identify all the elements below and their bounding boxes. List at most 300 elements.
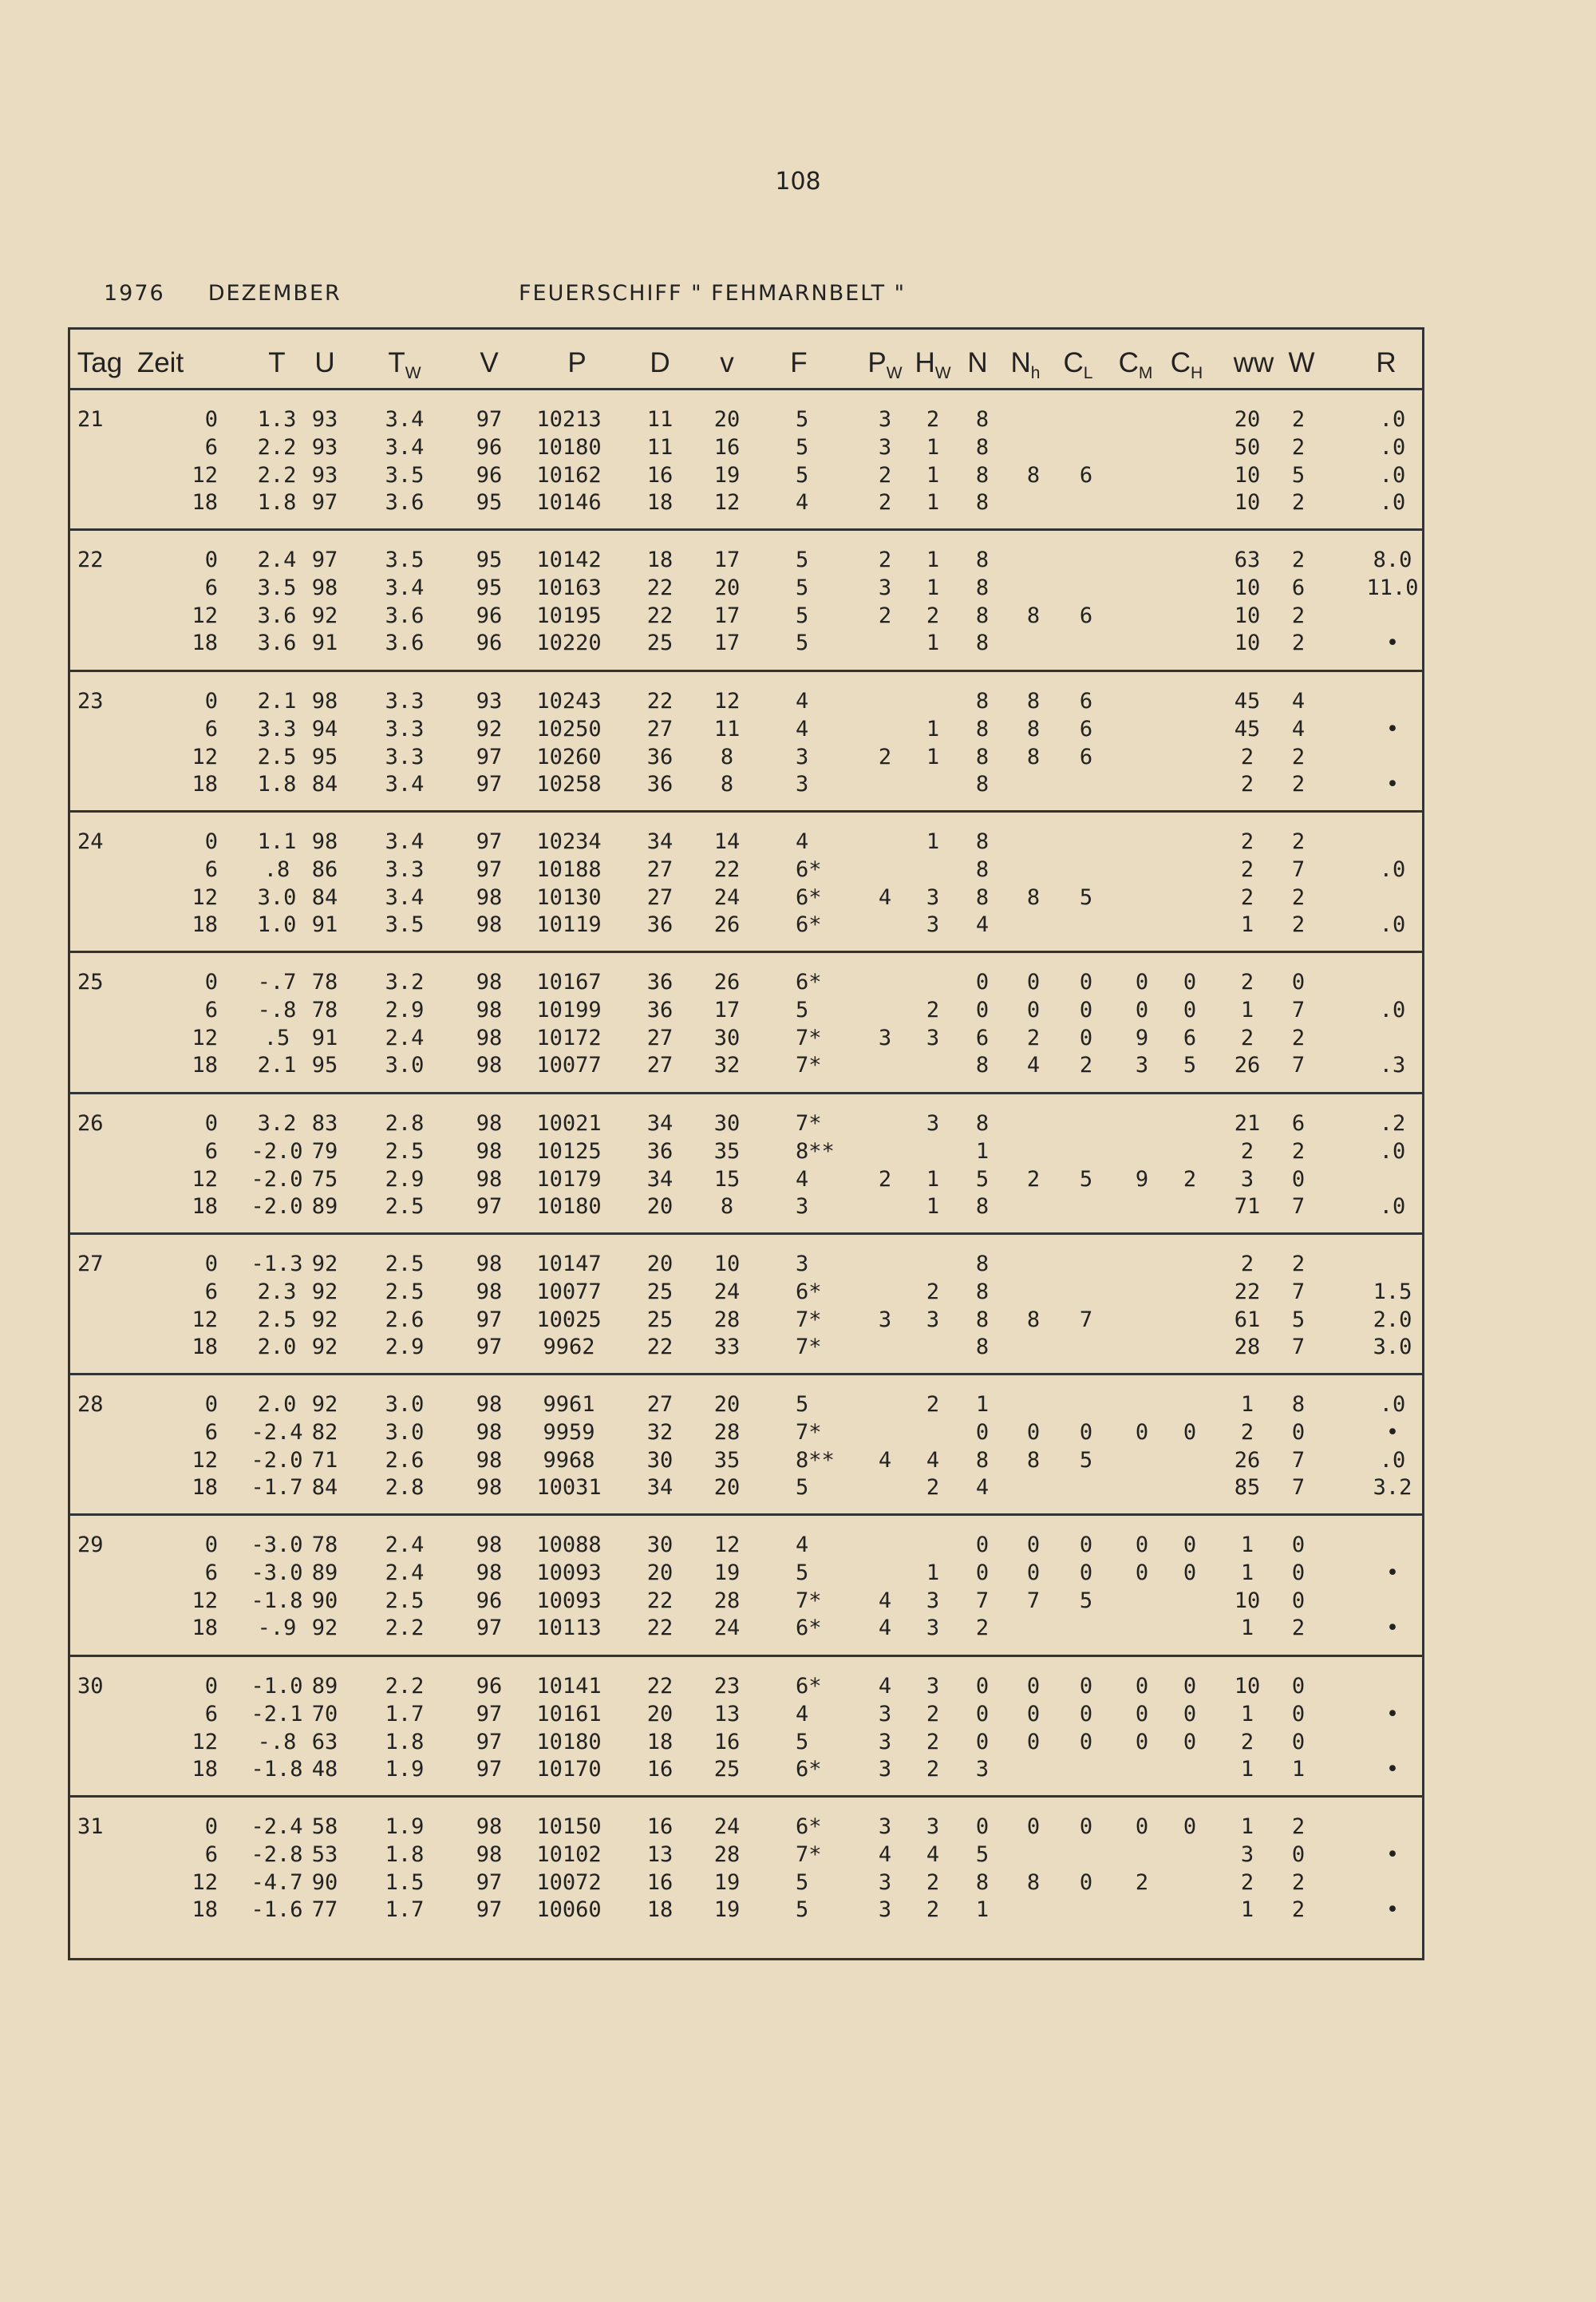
cell-r: .0 xyxy=(1379,1392,1406,1418)
cell-pw: 2 xyxy=(878,603,892,629)
cell-v: 93 xyxy=(476,688,503,714)
cell-ww: 45 xyxy=(1234,716,1261,742)
cell-f: 6* xyxy=(796,970,822,995)
cell-w: 2 xyxy=(1291,829,1306,854)
cell-n: 1 xyxy=(975,1897,990,1922)
cell-v: 98 xyxy=(476,1251,503,1276)
cell-w: 7 xyxy=(1291,1053,1306,1078)
cell-tw: 3.3 xyxy=(385,716,425,742)
cell-zeit: 0 xyxy=(204,1533,218,1558)
cell-cl: 0 xyxy=(1079,1701,1093,1726)
cell-d: 36 xyxy=(646,771,674,797)
cell-d: 27 xyxy=(646,716,674,742)
cell-ch: 0 xyxy=(1183,998,1197,1023)
cell-cl: 6 xyxy=(1079,744,1093,769)
header-date xyxy=(104,281,385,306)
cell-v: 97 xyxy=(476,1897,503,1922)
cell-tw: 3.0 xyxy=(385,1392,425,1418)
cell-ww: 10 xyxy=(1234,1673,1261,1699)
cell-hw: 2 xyxy=(926,1870,940,1895)
cell-n: 8 xyxy=(975,1334,990,1359)
cell-v: 97 xyxy=(476,407,503,432)
column-header-label: C xyxy=(1063,347,1084,378)
cell-zeit: 0 xyxy=(204,1251,218,1276)
cell-pw: 3 xyxy=(878,1814,892,1839)
cell-d: 18 xyxy=(646,1729,674,1754)
cell-vv: 16 xyxy=(713,1729,741,1754)
cell-hw: 2 xyxy=(926,998,940,1023)
cell-vv: 30 xyxy=(713,1110,741,1136)
cell-cl: 0 xyxy=(1079,1533,1093,1558)
cell-vv: 26 xyxy=(713,912,741,937)
day-label: 21 xyxy=(77,407,104,432)
day-label: 31 xyxy=(77,1814,104,1839)
cell-hw: 2 xyxy=(926,1279,940,1304)
cell-d: 27 xyxy=(646,1053,674,1078)
cell-v: 97 xyxy=(476,1729,503,1754)
cell-cl: 0 xyxy=(1079,1870,1093,1895)
cell-vv: 19 xyxy=(713,463,741,488)
header-year: 1976 xyxy=(104,281,165,306)
cell-tw: 3.6 xyxy=(385,631,425,656)
cell-hw: 3 xyxy=(926,912,940,937)
day-label: 29 xyxy=(77,1533,104,1558)
cell-u: 95 xyxy=(311,1053,338,1078)
cell-n: 8 xyxy=(975,1307,990,1332)
cell-tw: 1.9 xyxy=(385,1756,425,1782)
column-header-tag xyxy=(77,347,122,379)
column-header-r xyxy=(1376,347,1396,379)
cell-d: 16 xyxy=(646,463,674,488)
cell-n: 2 xyxy=(975,1616,990,1641)
cell-ww: 45 xyxy=(1234,688,1261,714)
cell-f: 6* xyxy=(796,1673,822,1699)
cell-w: 2 xyxy=(1291,435,1306,460)
cell-hw: 3 xyxy=(926,1110,940,1136)
cell-d: 22 xyxy=(646,688,674,714)
cell-tw: 3.4 xyxy=(385,771,425,797)
cell-tw: 3.0 xyxy=(385,1420,425,1446)
cell-zeit: 12 xyxy=(192,1448,218,1473)
cell-d: 22 xyxy=(646,603,674,629)
cell-d: 27 xyxy=(646,884,674,910)
cell-zeit: 0 xyxy=(204,548,218,573)
cell-t: -1.8 xyxy=(251,1588,303,1614)
cell-f: 5 xyxy=(796,1729,809,1754)
cell-w: 5 xyxy=(1291,463,1306,488)
cell-vv: 28 xyxy=(713,1842,741,1867)
column-header-label: C xyxy=(1118,347,1139,378)
day-label: 22 xyxy=(77,548,104,573)
cell-f: 7* xyxy=(796,1842,822,1867)
cell-pw: 3 xyxy=(878,1729,892,1754)
cell-ww: 10 xyxy=(1234,576,1261,601)
cell-n: 8 xyxy=(975,576,990,601)
cell-u: 84 xyxy=(311,771,338,797)
cell-d: 34 xyxy=(646,1166,674,1192)
cell-v: 98 xyxy=(476,1053,503,1078)
cell-zeit: 6 xyxy=(204,435,218,460)
cell-hw: 1 xyxy=(926,1193,940,1219)
cell-ww: 2 xyxy=(1240,771,1254,797)
cell-n: 0 xyxy=(975,970,990,995)
cell-pw: 4 xyxy=(878,1842,892,1867)
cell-f: 5 xyxy=(796,407,809,432)
cell-nh: 8 xyxy=(1026,603,1041,629)
cell-n: 0 xyxy=(975,1673,990,1699)
cell-n: 1 xyxy=(975,1138,990,1164)
cell-w: 7 xyxy=(1291,998,1306,1023)
cell-zeit: 6 xyxy=(204,716,218,742)
cell-ww: 1 xyxy=(1240,1897,1254,1922)
cell-w: 5 xyxy=(1291,1307,1306,1332)
cell-d: 22 xyxy=(646,1334,674,1359)
column-header-v xyxy=(480,347,498,379)
cell-f: 4 xyxy=(796,1166,809,1192)
cell-tw: 2.4 xyxy=(385,1026,425,1051)
cell-zeit: 18 xyxy=(192,912,218,937)
cell-u: 93 xyxy=(311,435,338,460)
cell-pw: 3 xyxy=(878,1026,892,1051)
cell-u: 95 xyxy=(311,744,338,769)
cell-ww: 2 xyxy=(1240,1420,1254,1446)
cell-t: -1.8 xyxy=(251,1756,303,1782)
cell-v: 98 xyxy=(476,1279,503,1304)
day-block-31 xyxy=(68,1795,1424,1936)
cell-w: 7 xyxy=(1291,1334,1306,1359)
cell-u: 92 xyxy=(311,1334,338,1359)
cell-hw: 2 xyxy=(926,1392,940,1418)
column-header-subscript: W xyxy=(934,364,951,382)
cell-nh: 7 xyxy=(1026,1588,1041,1614)
cell-w: 0 xyxy=(1291,1729,1306,1754)
cell-zeit: 18 xyxy=(192,1897,218,1922)
column-header-subscript: h xyxy=(1030,364,1041,382)
cell-hw: 3 xyxy=(926,1673,940,1699)
cell-nh: 0 xyxy=(1026,1701,1041,1726)
cell-cm: 0 xyxy=(1135,1729,1149,1754)
cell-cm: 2 xyxy=(1135,1870,1149,1895)
cell-zeit: 12 xyxy=(192,1026,218,1051)
cell-t: 2.3 xyxy=(257,1279,297,1304)
cell-d: 36 xyxy=(646,744,674,769)
cell-tw: 3.3 xyxy=(385,688,425,714)
cell-n: 1 xyxy=(975,1392,990,1418)
cell-nh: 8 xyxy=(1026,688,1041,714)
cell-u: 78 xyxy=(311,970,338,995)
cell-n: 0 xyxy=(975,1560,990,1586)
cell-d: 30 xyxy=(646,1533,674,1558)
cell-t: 2.2 xyxy=(257,435,297,460)
cell-w: 6 xyxy=(1291,1110,1306,1136)
cell-t: 1.8 xyxy=(257,771,297,797)
cell-v: 98 xyxy=(476,884,503,910)
cell-t: -1.0 xyxy=(251,1673,303,1699)
cell-n: 8 xyxy=(975,716,990,742)
column-header-hw xyxy=(915,347,950,383)
cell-pw: 2 xyxy=(878,463,892,488)
cell-t: -1.7 xyxy=(251,1475,303,1501)
cell-zeit: 12 xyxy=(192,1729,218,1754)
cell-d: 22 xyxy=(646,1588,674,1614)
cell-cl: 0 xyxy=(1079,1560,1093,1586)
cell-ww: 1 xyxy=(1240,998,1254,1023)
cell-w: 7 xyxy=(1291,1475,1306,1501)
cell-p: 10161 xyxy=(536,1701,602,1726)
cell-hw: 3 xyxy=(926,1026,940,1051)
cell-t: -1.3 xyxy=(251,1251,303,1276)
day-block-21 xyxy=(68,388,1424,528)
cell-vv: 26 xyxy=(713,970,741,995)
cell-r: • xyxy=(1385,716,1400,742)
cell-n: 8 xyxy=(975,631,990,656)
cell-nh: 0 xyxy=(1026,998,1041,1023)
cell-ww: 3 xyxy=(1240,1166,1254,1192)
cell-cl: 6 xyxy=(1079,688,1093,714)
cell-tw: 1.5 xyxy=(385,1870,425,1895)
cell-zeit: 0 xyxy=(204,1673,218,1699)
cell-w: 2 xyxy=(1291,1251,1306,1276)
cell-f: 6* xyxy=(796,884,822,910)
cell-ww: 50 xyxy=(1234,435,1261,460)
cell-tw: 2.5 xyxy=(385,1138,425,1164)
cell-u: 90 xyxy=(311,1588,338,1614)
cell-cm: 0 xyxy=(1135,970,1149,995)
cell-tw: 3.5 xyxy=(385,463,425,488)
cell-nh: 2 xyxy=(1026,1026,1041,1051)
cell-vv: 17 xyxy=(713,631,741,656)
cell-zeit: 18 xyxy=(192,631,218,656)
cell-v: 98 xyxy=(476,1842,503,1867)
cell-v: 98 xyxy=(476,970,503,995)
cell-ww: 10 xyxy=(1234,603,1261,629)
column-header-subscript: H xyxy=(1191,364,1203,382)
cell-r: .0 xyxy=(1379,490,1406,515)
cell-vv: 17 xyxy=(713,998,741,1023)
cell-zeit: 18 xyxy=(192,771,218,797)
cell-ch: 0 xyxy=(1183,1673,1197,1699)
cell-v: 98 xyxy=(476,1392,503,1418)
cell-r: .0 xyxy=(1379,998,1406,1023)
cell-ww: 1 xyxy=(1240,1616,1254,1641)
cell-v: 96 xyxy=(476,1588,503,1614)
cell-p: 10220 xyxy=(536,631,602,656)
column-header-label: P xyxy=(567,347,587,378)
header-month: DEZEMBER xyxy=(207,281,342,306)
day-label: 23 xyxy=(77,688,104,714)
cell-ww: 1 xyxy=(1240,1701,1254,1726)
cell-n: 5 xyxy=(975,1842,990,1867)
cell-ww: 2 xyxy=(1240,744,1254,769)
cell-f: 5 xyxy=(796,631,809,656)
cell-tw: 3.6 xyxy=(385,490,425,515)
cell-u: 89 xyxy=(311,1193,338,1219)
cell-t: 3.2 xyxy=(257,1110,297,1136)
cell-vv: 10 xyxy=(713,1251,741,1276)
cell-ww: 1 xyxy=(1240,1756,1254,1782)
cell-ww: 10 xyxy=(1234,1588,1261,1614)
cell-tw: 2.6 xyxy=(385,1448,425,1473)
cell-u: 98 xyxy=(311,688,338,714)
cell-f: 7* xyxy=(796,1307,822,1332)
cell-ww: 71 xyxy=(1234,1193,1261,1219)
cell-f: 4 xyxy=(796,716,809,742)
cell-w: 6 xyxy=(1291,576,1306,601)
cell-t: 2.5 xyxy=(257,744,297,769)
cell-ww: 85 xyxy=(1234,1475,1261,1501)
cell-vv: 17 xyxy=(713,548,741,573)
cell-d: 34 xyxy=(646,829,674,854)
cell-n: 8 xyxy=(975,829,990,854)
cell-hw: 1 xyxy=(926,1560,940,1586)
cell-n: 0 xyxy=(975,998,990,1023)
cell-w: 0 xyxy=(1291,1560,1306,1586)
cell-u: 78 xyxy=(311,998,338,1023)
cell-zeit: 18 xyxy=(192,1053,218,1078)
cell-v: 97 xyxy=(476,744,503,769)
day-block-22 xyxy=(68,528,1424,669)
cell-vv: 22 xyxy=(713,856,741,882)
cell-n: 0 xyxy=(975,1729,990,1754)
cell-u: 93 xyxy=(311,407,338,432)
day-block-23 xyxy=(68,670,1424,810)
cell-vv: 23 xyxy=(713,1673,741,1699)
cell-p: 10243 xyxy=(536,688,602,714)
cell-u: 83 xyxy=(311,1110,338,1136)
cell-p: 10125 xyxy=(536,1138,602,1164)
cell-v: 98 xyxy=(476,1166,503,1192)
cell-d: 18 xyxy=(646,548,674,573)
cell-d: 22 xyxy=(646,1673,674,1699)
cell-pw: 3 xyxy=(878,1870,892,1895)
day-block-26 xyxy=(68,1092,1424,1232)
cell-t: 1.1 xyxy=(257,829,297,854)
cell-p: 10077 xyxy=(536,1053,602,1078)
cell-n: 4 xyxy=(975,912,990,937)
cell-p: 9959 xyxy=(543,1420,595,1446)
column-header-label: N xyxy=(967,347,988,378)
cell-n: 8 xyxy=(975,435,990,460)
cell-ww: 26 xyxy=(1234,1448,1261,1473)
cell-d: 11 xyxy=(646,407,674,432)
day-label: 30 xyxy=(77,1673,104,1699)
cell-vv: 8 xyxy=(720,744,734,769)
cell-tw: 1.7 xyxy=(385,1897,425,1922)
cell-v: 92 xyxy=(476,716,503,742)
cell-p: 10119 xyxy=(536,912,602,937)
column-header-d xyxy=(650,347,670,379)
cell-cl: 5 xyxy=(1079,1588,1093,1614)
column-header-label: C xyxy=(1170,347,1191,378)
cell-nh: 8 xyxy=(1026,884,1041,910)
cell-ch: 0 xyxy=(1183,1560,1197,1586)
cell-u: 90 xyxy=(311,1870,338,1895)
cell-r: • xyxy=(1385,771,1400,797)
cell-n: 8 xyxy=(975,603,990,629)
cell-r: .0 xyxy=(1379,1138,1406,1164)
column-header-label: V xyxy=(480,347,499,378)
cell-u: 93 xyxy=(311,463,338,488)
table-header-row xyxy=(68,335,1424,388)
day-block-28 xyxy=(68,1373,1424,1513)
cell-r: 3.0 xyxy=(1373,1334,1412,1359)
cell-vv: 12 xyxy=(713,490,741,515)
cell-p: 10213 xyxy=(536,407,602,432)
cell-tw: 2.5 xyxy=(385,1588,425,1614)
cell-t: 2.0 xyxy=(257,1392,297,1418)
cell-d: 20 xyxy=(646,1560,674,1586)
cell-tw: 3.4 xyxy=(385,884,425,910)
column-header-label: P xyxy=(867,347,887,378)
cell-p: 10199 xyxy=(536,998,602,1023)
cell-zeit: 12 xyxy=(192,744,218,769)
cell-pw: 3 xyxy=(878,1307,892,1332)
cell-hw: 2 xyxy=(926,603,940,629)
cell-f: 5 xyxy=(796,1897,809,1922)
cell-n: 8 xyxy=(975,1870,990,1895)
cell-ww: 1 xyxy=(1240,1533,1254,1558)
column-header-zeit xyxy=(137,347,184,379)
cell-tw: 2.8 xyxy=(385,1475,425,1501)
cell-f: 8** xyxy=(796,1448,835,1473)
cell-zeit: 12 xyxy=(192,884,218,910)
cell-r: .3 xyxy=(1379,1053,1406,1078)
cell-n: 0 xyxy=(975,1814,990,1839)
cell-p: 10088 xyxy=(536,1533,602,1558)
cell-nh: 2 xyxy=(1026,1166,1041,1192)
cell-r: .2 xyxy=(1379,1110,1406,1136)
day-block-30 xyxy=(68,1655,1424,1795)
cell-tw: 3.4 xyxy=(385,576,425,601)
day-block-27 xyxy=(68,1232,1424,1373)
cell-d: 16 xyxy=(646,1814,674,1839)
cell-pw: 4 xyxy=(878,1588,892,1614)
cell-d: 20 xyxy=(646,1193,674,1219)
cell-vv: 32 xyxy=(713,1053,741,1078)
day-label: 26 xyxy=(77,1110,104,1136)
cell-vv: 24 xyxy=(713,1616,741,1641)
cell-nh: 0 xyxy=(1026,1420,1041,1446)
cell-hw: 1 xyxy=(926,576,940,601)
cell-cm: 0 xyxy=(1135,1533,1149,1558)
cell-r: .0 xyxy=(1379,463,1406,488)
cell-tw: 1.9 xyxy=(385,1814,425,1839)
cell-nh: 8 xyxy=(1026,716,1041,742)
cell-u: 79 xyxy=(311,1138,338,1164)
cell-p: 10025 xyxy=(536,1307,602,1332)
cell-d: 36 xyxy=(646,998,674,1023)
cell-ww: 20 xyxy=(1234,407,1261,432)
cell-tw: 2.5 xyxy=(385,1193,425,1219)
cell-tw: 2.2 xyxy=(385,1616,425,1641)
cell-v: 98 xyxy=(476,1448,503,1473)
cell-pw: 3 xyxy=(878,576,892,601)
cell-hw: 2 xyxy=(926,1756,940,1782)
cell-t: 1.8 xyxy=(257,490,297,515)
cell-w: 2 xyxy=(1291,603,1306,629)
cell-u: 98 xyxy=(311,576,338,601)
cell-vv: 24 xyxy=(713,1279,741,1304)
cell-p: 10258 xyxy=(536,771,602,797)
cell-hw: 1 xyxy=(926,490,940,515)
cell-n: 8 xyxy=(975,548,990,573)
cell-t: -2.1 xyxy=(251,1701,303,1726)
cell-t: 3.5 xyxy=(257,576,297,601)
column-header-pw xyxy=(867,347,902,383)
cell-vv: 8 xyxy=(720,1193,734,1219)
cell-t: -.8 xyxy=(257,998,297,1023)
cell-zeit: 6 xyxy=(204,1138,218,1164)
